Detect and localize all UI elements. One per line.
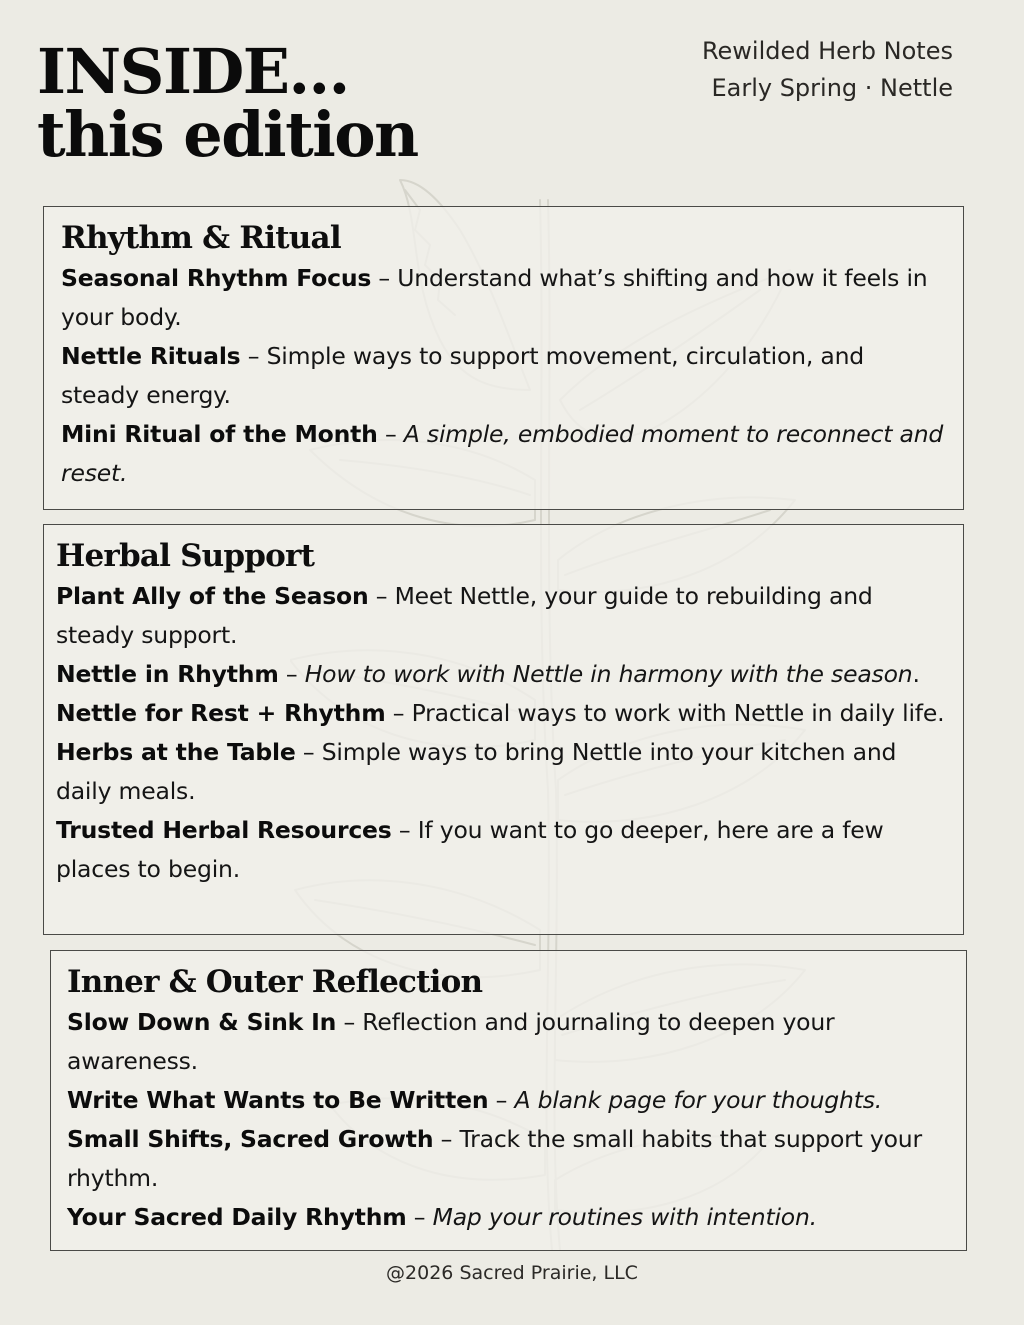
entry-title: Plant Ally of the Season	[56, 582, 369, 610]
entry-description: Practical ways to work with Nettle in daily life.	[411, 699, 945, 727]
section-heading: Rhythm & Ritual	[61, 220, 341, 256]
entry-title: Mini Ritual of the Month	[61, 420, 378, 448]
entry-separator: –	[377, 420, 404, 448]
entry-description: Reflection and journaling to deepen your awareness.	[67, 1008, 835, 1075]
contents-entry	[67, 1198, 950, 1237]
entry-title: Your Sacred Daily Rhythm	[67, 1203, 407, 1231]
entry-tail: .	[912, 660, 920, 688]
contents-entry	[56, 811, 947, 889]
entry-description: Map your routines with intention.	[432, 1203, 817, 1231]
entry-separator: –	[406, 1203, 433, 1231]
contents-entry	[67, 1081, 950, 1120]
entry-title: Slow Down & Sink In	[67, 1008, 337, 1036]
section-herbal-support	[43, 524, 964, 935]
contents-entry	[61, 337, 947, 415]
entry-separator: –	[385, 699, 412, 727]
entry-description: How to work with Nettle in harmony with the season	[304, 660, 913, 688]
entry-title: Nettle Rituals	[61, 342, 241, 370]
contents-entry	[56, 733, 947, 811]
section-heading: Herbal Support	[56, 538, 315, 574]
section-rhythm-ritual	[43, 206, 964, 510]
edition-label: Early Spring · Nettle	[711, 74, 953, 102]
entry-description: Meet Nettle, your guide to rebuilding and steady support.	[56, 582, 873, 649]
entry-description: If you want to go deeper, here are a few places to begin.	[56, 816, 884, 883]
entry-separator: –	[240, 342, 267, 370]
entry-title: Write What Wants to Be Written	[67, 1086, 489, 1114]
publication-name: Rewilded Herb Notes	[701, 37, 953, 65]
entry-description: Understand what’s shifting and how it feels in your body.	[61, 264, 928, 331]
contents-entry	[56, 655, 947, 694]
entry-title: Trusted Herbal Resources	[56, 816, 392, 844]
entry-title: Small Shifts, Sacred Growth	[67, 1125, 434, 1153]
entry-separator: –	[488, 1086, 515, 1114]
contents-entry	[61, 415, 947, 493]
contents-entry	[67, 1003, 950, 1081]
entry-title: Nettle in Rhythm	[56, 660, 279, 688]
entry-separator: –	[368, 582, 395, 610]
contents-entry	[56, 577, 947, 655]
title-line-this-edition: this edition	[37, 98, 418, 171]
entry-description: A simple, embodied moment to reconnect and reset.	[61, 420, 944, 487]
copyright-footer: @2026 Sacred Prairie, LLC	[386, 1262, 638, 1284]
entry-separator: –	[278, 660, 305, 688]
section-heading: Inner & Outer Reflection	[67, 964, 483, 1000]
page-title	[37, 35, 418, 171]
entry-separator: –	[391, 816, 418, 844]
entry-separator: –	[371, 264, 398, 292]
contents-entry	[56, 694, 947, 733]
entry-separator: –	[295, 738, 322, 766]
entry-separator: –	[433, 1125, 460, 1153]
section-inner-outer-reflection	[50, 950, 967, 1251]
entry-title: Herbs at the Table	[56, 738, 296, 766]
entry-title: Seasonal Rhythm Focus	[61, 264, 372, 292]
entry-separator: –	[336, 1008, 363, 1036]
entry-title: Nettle for Rest + Rhythm	[56, 699, 386, 727]
title-line-inside: INSIDE...	[37, 35, 349, 108]
contents-entry	[67, 1120, 950, 1198]
contents-entry	[61, 259, 947, 337]
entry-description: Simple ways to support movement, circulation, and steady energy.	[61, 342, 865, 409]
entry-description: Simple ways to bring Nettle into your kitchen and daily meals.	[56, 738, 897, 805]
entry-description: Track the small habits that support your rhythm.	[67, 1125, 922, 1192]
edition-meta	[702, 33, 953, 107]
entry-description: A blank page for your thoughts.	[514, 1086, 883, 1114]
